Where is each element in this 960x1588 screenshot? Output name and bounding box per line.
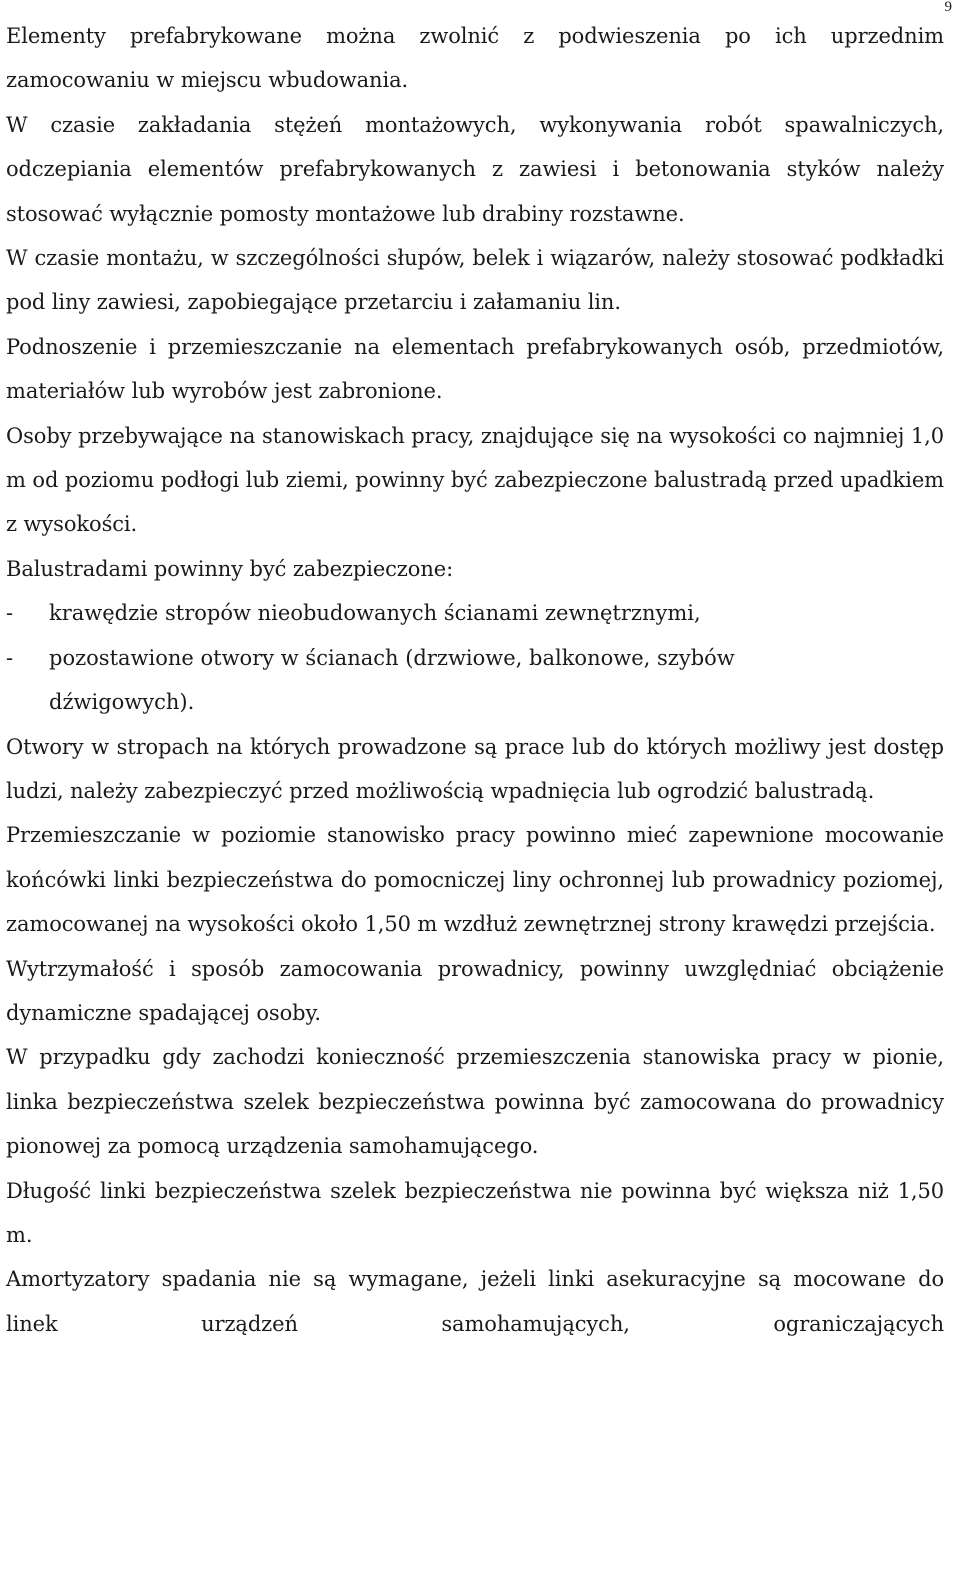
list-item xyxy=(6,636,944,725)
paragraph: Wytrzymałość i sposób zamocowania prowadnicy, powinny uwzględniać obciążenie dynamiczne spadającej osoby. xyxy=(6,956,944,1025)
paragraph: Podnoszenie i przemieszczanie na elementach prefabrykowanych osób, przedmiotów, materiałów lub wyrobów jest zabronione. xyxy=(6,334,944,404)
paragraph: Otwory w stropach na których prowadzone są prace lub do których możliwy jest dostęp ludzi, należy zabezpieczyć przed możliwością wpadnięcia lub ogrodzić balustradą. xyxy=(6,734,944,803)
paragraph: Przemieszczanie w poziomie stanowisko pracy powinno mieć zapewnione mocowanie końcówki linki bezpieczeństwa do pomocniczej liny ochronnej lub prowadnicy poziomej, zamocowanej na wysokości około 1,50 m wzdłuż zewnętrznej strony krawędzi przejścia. xyxy=(6,823,944,937)
paragraph: Osoby przebywające na stanowiskach pracy, znajdujące się na wysokości co najmniej 1,0 m od poziomu podłogi lub ziemi, powinny być zabezpieczone balustradą przed upadkiem z wysokości. xyxy=(6,423,944,537)
paragraph: Długość linki bezpieczeństwa szelek bezpieczeństwa nie powinna być większa niż 1,50 m. xyxy=(6,1178,944,1247)
list-marker: - xyxy=(6,645,14,670)
list-item-text: krawędzie stropów nieobudowanych ścianami zewnętrznymi, xyxy=(49,601,701,626)
paragraph: Amortyzatory spadania nie są wymagane, jeżeli linki asekuracyjne są mocowane do linek urządzeń samohamujących, ograniczających xyxy=(6,1267,944,1336)
paragraph: W czasie zakładania stężeń montażowych, wykonywania robót spawalniczych, odczepiania elementów prefabrykowanych z zawiesi i betonowania styków należy stosować wyłącznie pomosty montażowe lub drabiny rozstawne. xyxy=(6,112,944,226)
list-item-text: pozostawione otwory w ścianach (drzwiowe, balkonowe, szybów dźwigowych). xyxy=(49,645,735,715)
list-item xyxy=(6,591,944,635)
list-marker: - xyxy=(6,601,14,626)
list-intro: Balustradami powinny być zabezpieczone: xyxy=(6,556,454,581)
page-number: 9 xyxy=(944,0,952,15)
document-body xyxy=(6,14,944,1346)
paragraph: W przypadku gdy zachodzi konieczność przemieszczenia stanowiska pracy w pionie, linka bezpieczeństwa szelek bezpieczeństwa powinna być zamocowana do prowadnicy pionowej za pomocą urządzenia samohamującego. xyxy=(6,1045,944,1159)
paragraph: Elementy prefabrykowane można zwolnić z podwieszenia po ich uprzednim zamocowaniu w miejscu wbudowania. xyxy=(6,24,944,93)
bullet-list xyxy=(6,591,944,724)
paragraph: W czasie montażu, w szczególności słupów, belek i wiązarów, należy stosować podkładki pod liny zawiesi, zapobiegające przetarciu i załamaniu lin. xyxy=(6,246,944,315)
